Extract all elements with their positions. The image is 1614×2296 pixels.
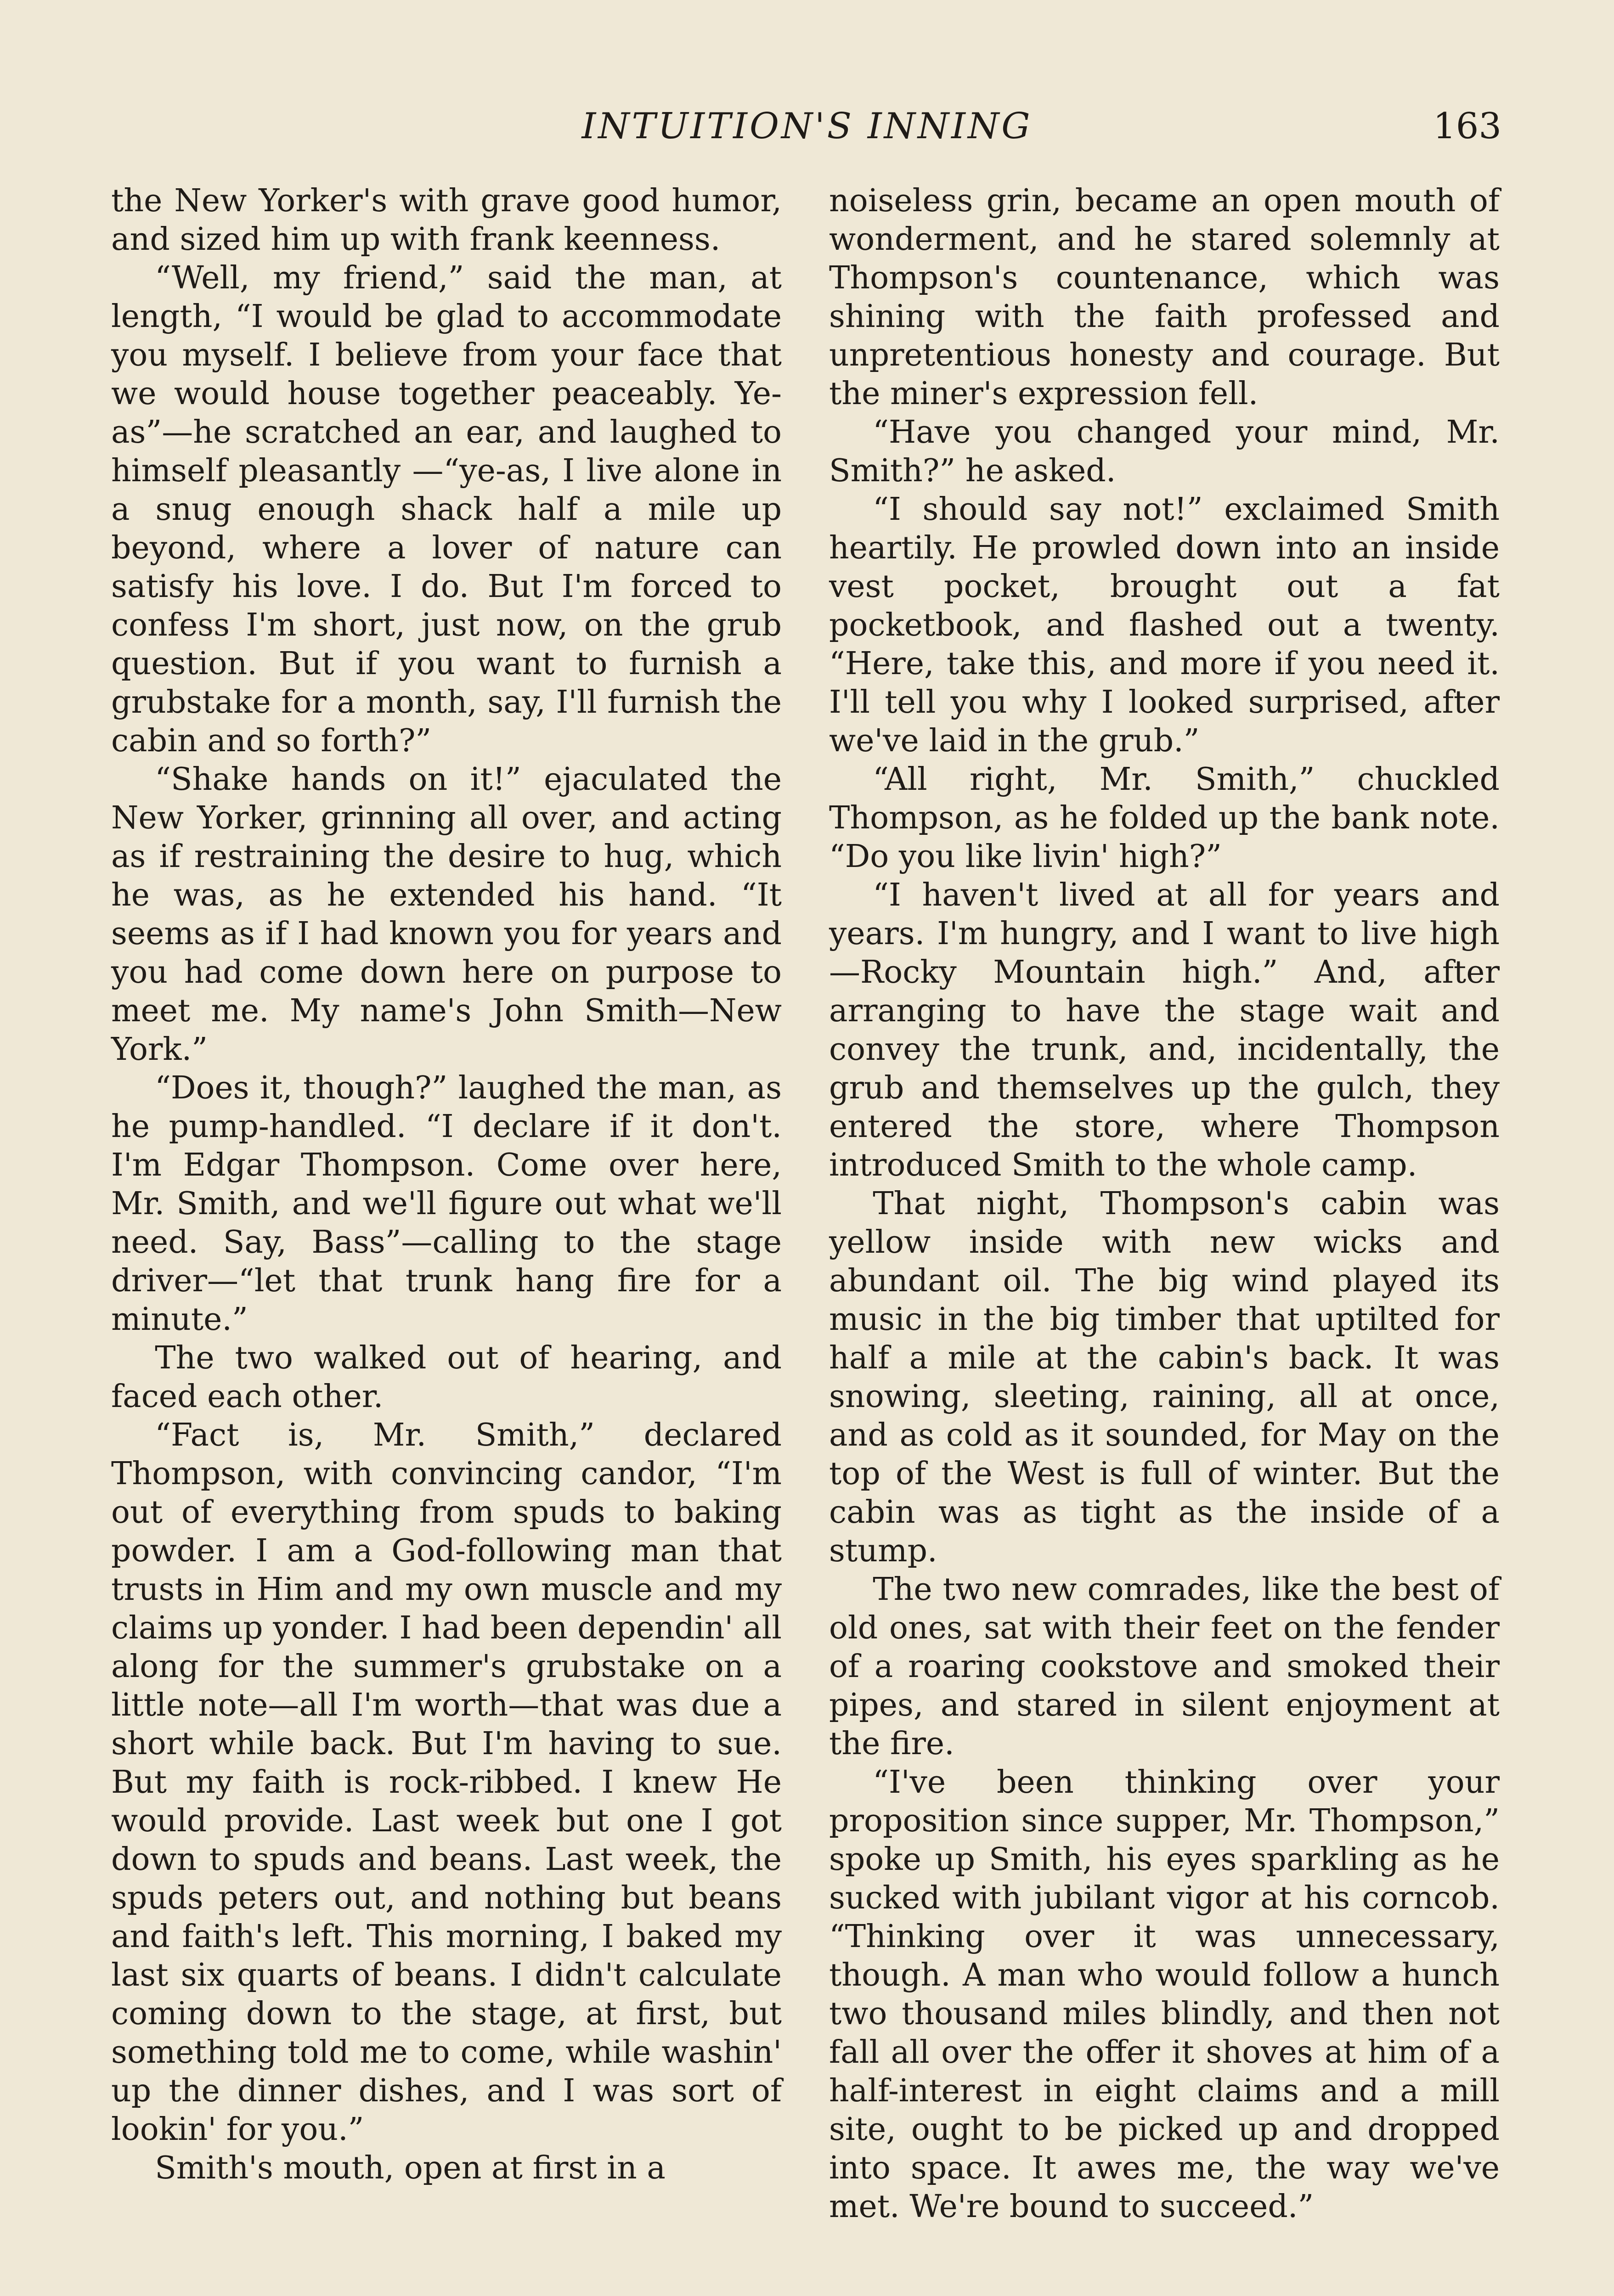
- page-header: [0, 101, 1614, 156]
- paragraph: “Fact is, Mr. Smith,” declared Thompson, with convincing candor, “I'm out of everything from spuds to baking powder. I am a God-following man that trusts in Him and my own muscle and my claims up yonder. I had been dependin' all along for the summer's grubstake on a little note—all I'm worth—that was due a short while back. But I'm having to sue. But my faith is rock-ribbed. I knew He would provide. Last week but one I got down to spuds and beans. Last week, the spuds peters out, and nothing but beans and faith's left. This morning, I baked my last six quarts of beans. I didn't calculate coming down to the stage, at first, but something told me to come, while washin' up the dinner dishes, and I was sort of lookin' for you.”: [111, 1417, 782, 2148]
- paragraph: The two new comrades, like the best of old ones, sat with their feet on the fender of a roaring cookstove and smoked their pipes, and stared in silent enjoyment at the fire.: [829, 1571, 1500, 1762]
- running-title: INTUITION'S INNING: [581, 106, 1033, 147]
- paragraph: “All right, Mr. Smith,” chuckled Thompson, as he folded up the bank note. “Do you like livin' high?”: [829, 761, 1500, 875]
- paragraph: “Shake hands on it!” ejaculated the New Yorker, grinning all over, and acting as if restraining the desire to hug, which he was, as he extended his hand. “It seems as if I had known you for years and you had come down here on purpose to meet me. My name's John Smith—New York.”: [111, 761, 782, 1068]
- paragraph: “Well, my friend,” said the man, at length, “I would be glad to accommodate you myself. I believe from your face that we would house together peaceably. Ye-as”—he scratched an ear, and laughed to himself pleasantly —“ye-as, I live alone in a snug enough shack half a mile up beyond, where a lover of nature can satisfy his love. I do. But I'm forced to confess I'm short, just now, on the grub question. But if you want to furnish a grubstake for a month, say, I'll furnish the cabin and so forth?”: [111, 260, 782, 759]
- paragraph: “I should say not!” exclaimed Smith heartily. He prowled down into an inside vest pocket, brought out a fat pocketbook, and flashed out a twenty. “Here, take this, and more if you need it. I'll tell you why I looked surprised, after we've laid in the grub.”: [829, 491, 1500, 759]
- paragraph: The two walked out of hearing, and faced each other.: [111, 1340, 782, 1415]
- paragraph: “I haven't lived at all for years and years. I'm hungry, and I want to live high—Rocky Mountain high.” And, after arranging to have the stage wait and convey the trunk, and, incidentally, the grub and themselves up the gulch, they entered the store, where Thompson introduced Smith to the whole camp.: [829, 877, 1500, 1183]
- paragraph: “I've been thinking over your proposition since supper, Mr. Thompson,” spoke up Smith, his eyes sparkling as he sucked with jubilant vigor at his corncob. “Thinking over it was unnecessary, though. A man who would follow a hunch two thousand miles blindly, and then not fall all over the offer it shoves at him of a half-interest in eight claims and a mill site, ought to be picked up and dropped into space. It awes me, the way we've met. We're bound to succeed.”: [829, 1764, 1500, 2225]
- page-number: 163: [1433, 106, 1501, 147]
- paragraph: noiseless grin, became an open mouth of wonderment, and he stared solemnly at Thompson's countenance, which was shining with the faith professed and unpretentious honesty and courage. But the miner's expression fell.: [829, 183, 1500, 412]
- paragraph: Smith's mouth, open at first in a: [155, 2150, 666, 2186]
- paragraph: “Does it, though?” laughed the man, as he pump-handled. “I declare if it don't. I'm Edgar Thompson. Come over here, Mr. Smith, and we'll figure out what we'll need. Say, Bass”—calling to the stage driver—“let that trunk hang fire for a minute.”: [111, 1070, 782, 1338]
- paragraph: “Have you changed your mind, Mr. Smith?” he asked.: [829, 414, 1500, 489]
- paragraph: the New Yorker's with grave good humor, and sized him up with frank keenness.: [111, 183, 782, 258]
- paragraph: That night, Thompson's cabin was yellow inside with new wicks and abundant oil. The big wind played its music in the big timber that uptilted for half a mile at the cabin's back. It was snowing, sleeting, raining, all at once, and as cold as it sounded, for May on the top of the West is full of winter. But the cabin was as tight as the inside of a stump.: [829, 1186, 1500, 1569]
- right-column: [829, 182, 1500, 2226]
- left-column: [111, 182, 782, 2188]
